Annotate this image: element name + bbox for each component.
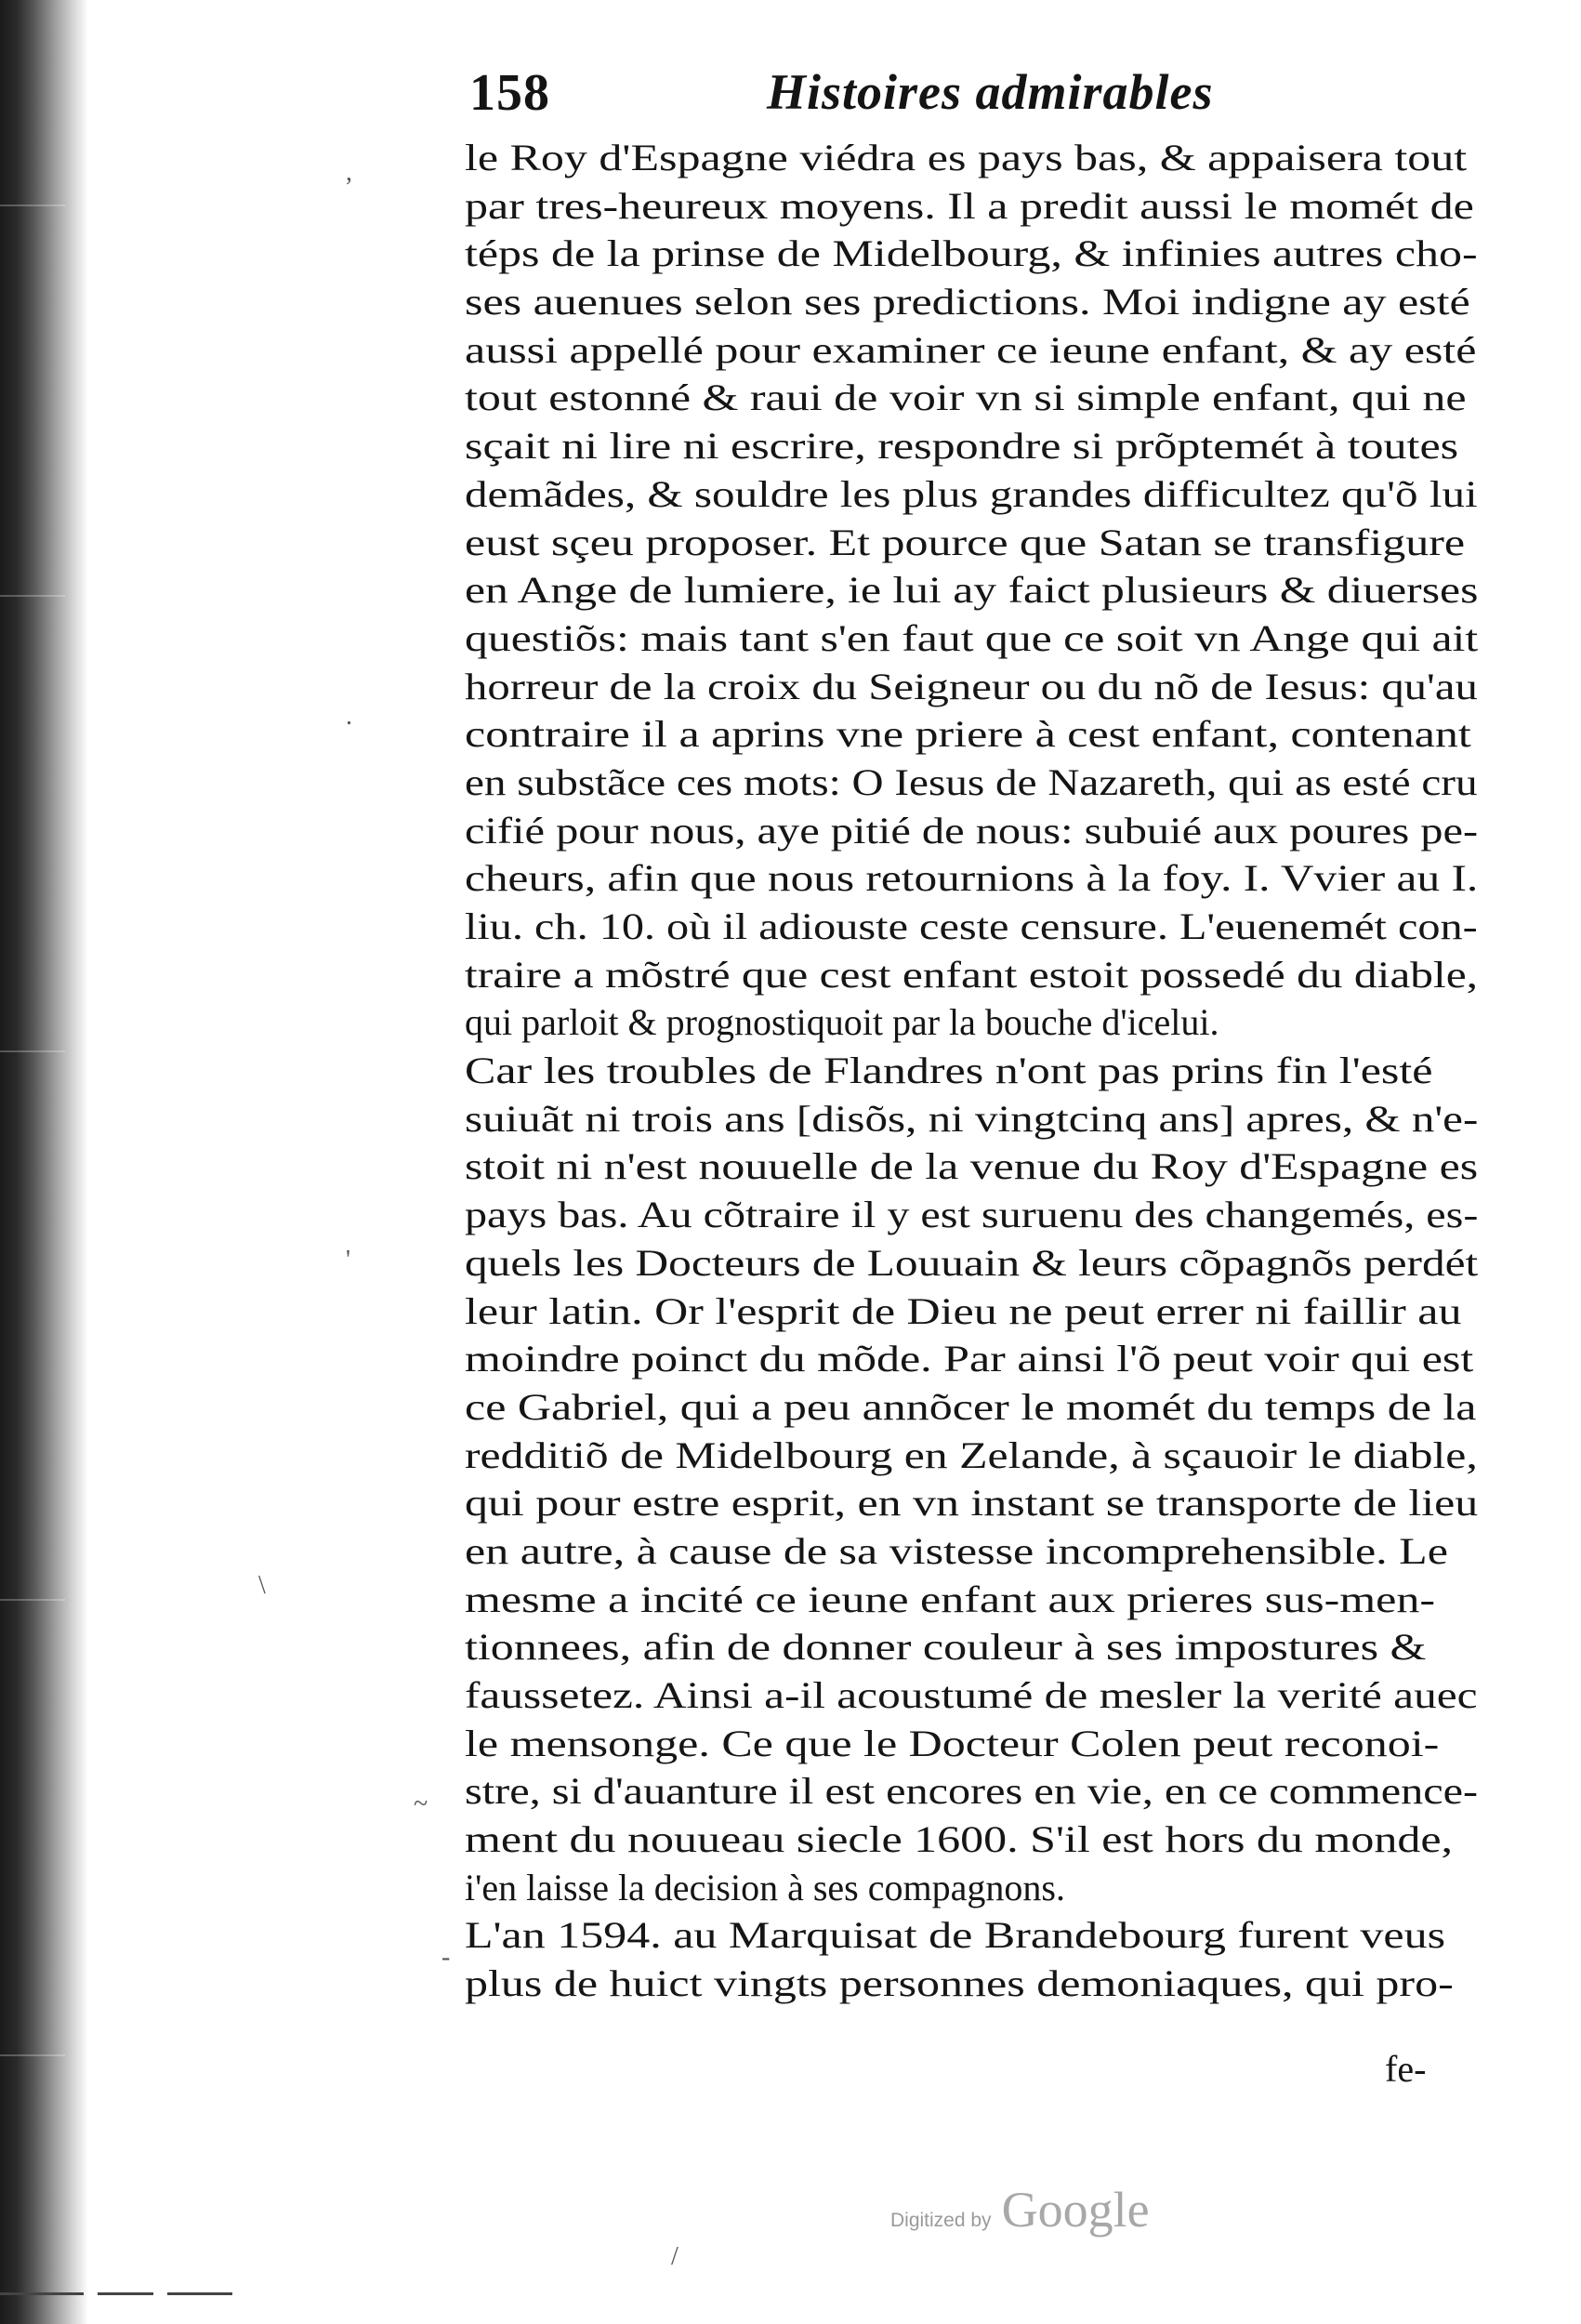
bottom-rule (0, 2292, 84, 2295)
margin-mark: ' (346, 1246, 351, 1274)
edge-streak (0, 205, 65, 206)
text-line: le mensonge. Ce que le Docteur Colen peut reconoi- (465, 1722, 1440, 1764)
text-line: tout estonné & raui de voir vn si simple enfant, qui ne (465, 376, 1467, 419)
text-line: aussi appellé pour examiner ce ieune enfant, & ay esté (465, 328, 1477, 371)
text-line: horreur de la croix du Seigneur ou du nõ de Iesus: qu'au (465, 665, 1478, 707)
margin-mark: / (671, 2242, 679, 2271)
scanned-page-edge (0, 0, 88, 2324)
text-line: en Ange de lumiere, ie lui ay faict plusieurs & diuerses (465, 569, 1479, 612)
text-line: ment du nouueau siecle 1600. S'il est hors du monde, (465, 1818, 1454, 1861)
text-line: cheurs, afin que nous retournions à la foy. I. Vvier au I. (465, 857, 1479, 900)
text-line: stre, si d'auanture il est encores en vie, en ce commence- (465, 1770, 1479, 1813)
text-line: eust sçeu proposer. Et pource que Satan se transfigure (465, 521, 1466, 563)
text-line: quels les Docteurs de Louuain & leurs cõpagnõs perdét (465, 1241, 1479, 1284)
text-line: sçait ni lire ni escrire, respondre si prõptemét à toutes (465, 425, 1459, 468)
page-number: 158 (469, 64, 550, 122)
text-line: plus de huict vingts personnes demoniaques, qui pro- (465, 1962, 1454, 2005)
text-line: i'en laisse la decision à ses compagnons. (465, 1866, 1065, 1908)
digitized-watermark (890, 2181, 1150, 2237)
text-line: en substãce ces mots: O Iesus de Nazareth, qui as esté cru (465, 760, 1478, 803)
page-header (469, 63, 1241, 138)
text-line: mesme a incité ce ieune enfant aux prieres sus-men- (465, 1578, 1436, 1620)
text-line: en autre, à cause de sa vistesse incomprehensible. Le (465, 1529, 1448, 1572)
bottom-rule (167, 2292, 232, 2295)
google-logo: Google (1001, 2182, 1150, 2238)
margin-mark: - (441, 1943, 451, 1972)
edge-streak (0, 2054, 65, 2056)
text-line: questiõs: mais tant s'en faut que ce soit vn Ange qui ait (465, 616, 1479, 659)
margin-mark: . (346, 702, 352, 731)
text-line: stoit ni n'est nouuelle de la venue du Roy d'Espagne es (465, 1145, 1479, 1188)
catchword: fe- (1385, 2048, 1427, 2090)
text-line: liu. ch. 10. où il adiouste ceste censure. L'euenemét con- (465, 905, 1478, 947)
text-line: qui parloit & prognostiquoit par la bouche d'icelui. (465, 1001, 1219, 1044)
text-line: redditiõ de Midelbourg en Zelande, à sçauoir le diable, (465, 1433, 1478, 1476)
text-line: contraire il a aprins vne priere à cest enfant, contenant (465, 713, 1471, 756)
text-line: demãdes, & souldre les plus grandes difficultez qu'õ lui (465, 472, 1478, 515)
text-line: leur latin. Or l'esprit de Dieu ne peut errer ni faillir au (465, 1289, 1462, 1332)
text-line: ce Gabriel, qui a peu annõcer le momét du temps de la (465, 1385, 1477, 1428)
edge-streak (0, 595, 65, 597)
text-line: cifié pour nous, aye pitié de nous: subuié aux poures pe- (465, 809, 1479, 852)
text-line: le Roy d'Espagne viédra es pays bas, & appaisera tout (465, 137, 1468, 178)
text-line: ses auenues selon ses predictions. Moi indigne ay esté (465, 281, 1470, 324)
text-line: qui pour estre esprit, en vn instant se transporte de lieu (465, 1482, 1479, 1525)
text-line: L'an 1594. au Marquisat de Brandebourg furent veus (465, 1914, 1446, 1957)
text-line: faussetez. Ainsi a-il acoustumé de mesler la verité auec (465, 1674, 1478, 1716)
text-line: moindre poinct du mõde. Par ainsi l'õ peut voir qui est (465, 1338, 1474, 1380)
running-head: Histoires admirables (767, 64, 1214, 120)
digitized-label: Digitized by (890, 2210, 992, 2231)
text-line: tionnees, afin de donner couleur à ses impostures & (465, 1626, 1427, 1669)
text-line: par tres-heureux moyens. Il a predit aussi le momét de (465, 184, 1474, 227)
text-line: pays bas. Au cõtraire il y est suruenu des changemés, es- (465, 1194, 1479, 1236)
text-line: traire a mõstré que cest enfant estoit possedé du diable, (465, 953, 1479, 996)
body-text (465, 134, 1487, 2008)
text-line: Car les troubles de Flandres n'ont pas prins fin l'esté (465, 1050, 1433, 1092)
margin-mark: , (346, 158, 352, 187)
bottom-rule (98, 2292, 153, 2295)
margin-mark: ~ (414, 1789, 428, 1818)
text-line: téps de la prinse de Midelbourg, & infinies autres cho- (465, 232, 1478, 275)
margin-mark: \ (258, 1571, 266, 1600)
edge-streak (0, 1050, 65, 1052)
edge-streak (0, 1599, 65, 1601)
text-line: suiuãt ni trois ans [disõs, ni vingtcinq ans] apres, & n'e- (465, 1097, 1479, 1140)
